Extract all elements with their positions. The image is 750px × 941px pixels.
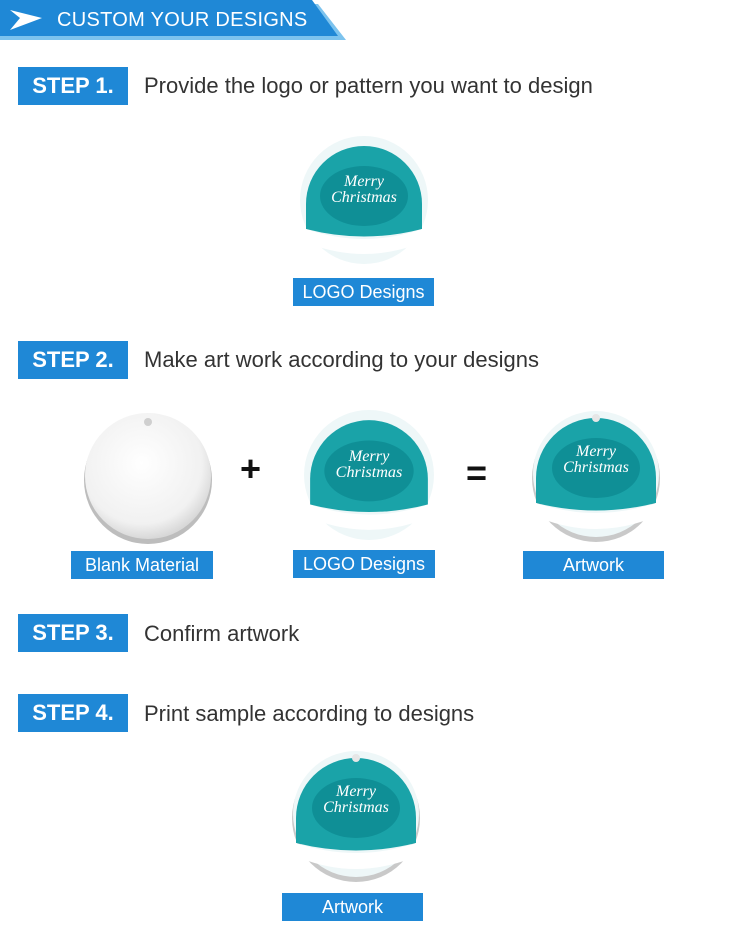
step-1-text: Provide the logo or pattern you want to design [144, 73, 593, 98]
logo-design-image [302, 408, 436, 542]
artwork-label: Artwork [282, 893, 423, 921]
artwork-image [288, 748, 424, 884]
step-2-badge: STEP 2. [18, 341, 128, 379]
step-1-badge: STEP 1. [18, 67, 128, 105]
logo-designs-label: LOGO Designs [293, 550, 435, 578]
svg-text:Christmas: Christmas [335, 463, 403, 482]
step-2-text: Make art work according to your designs [144, 347, 539, 372]
header-banner [0, 0, 350, 40]
page-title: CUSTOM YOUR DESIGNS [57, 9, 308, 31]
logo-design-image [298, 134, 430, 266]
step-3-badge: STEP 3. [18, 614, 128, 652]
plus-sign: + [240, 448, 262, 489]
blank-material-image [80, 410, 216, 546]
blank-material-label: Blank Material [71, 551, 213, 579]
artwork-image [528, 408, 664, 544]
svg-text:Christmas: Christmas [331, 189, 397, 206]
svg-text:Christmas: Christmas [323, 799, 389, 816]
svg-text:Merry: Merry [344, 173, 384, 190]
step-3-text: Confirm artwork [144, 621, 300, 646]
equals-sign: = [466, 452, 488, 493]
svg-text:Merry: Merry [348, 446, 390, 465]
logo-designs-label: LOGO Designs [293, 278, 434, 306]
svg-text:Merry: Merry [336, 783, 376, 800]
artwork-label: Artwork [523, 551, 664, 579]
step-4-badge: STEP 4. [18, 694, 128, 732]
step-4-text: Print sample according to designs [144, 701, 475, 726]
svg-text:Christmas: Christmas [563, 459, 629, 476]
svg-text:Merry: Merry [576, 443, 616, 460]
